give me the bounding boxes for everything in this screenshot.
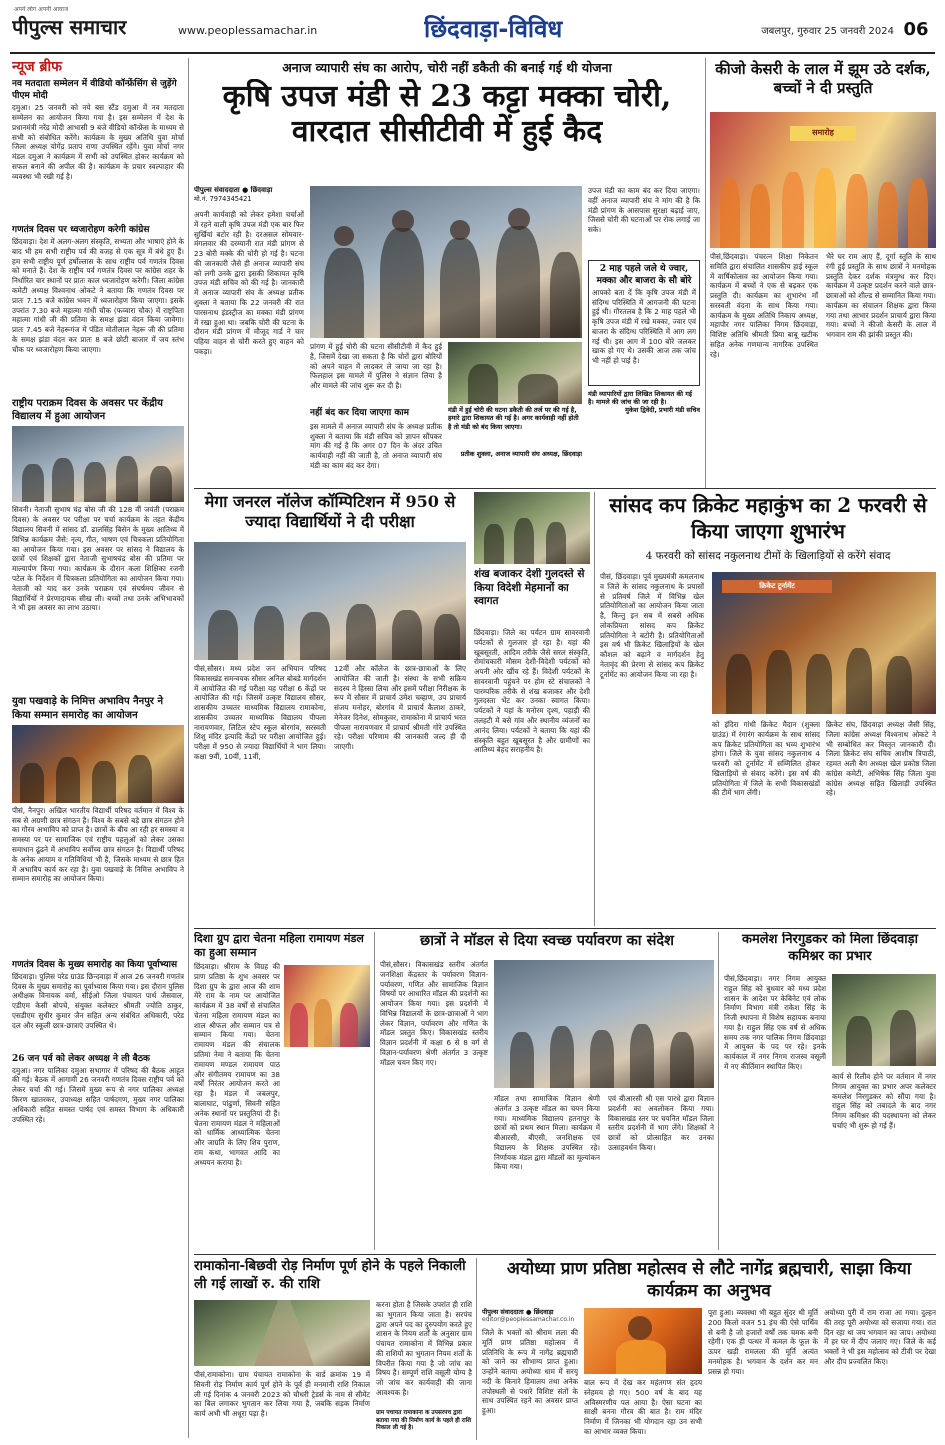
gk-body-col2: 12वीं और कॉलेज के छात्र-छात्राओं के लिए आयोजित की जाती है। संस्था के सभी सक्रिय सदस्य ने हिस्सा लिया और इसमें परीक्षा निरीक्षक के रूप में सौसर में प्राचार्य उमेश चव्हाण, उप प्राचार्य संजय मनोहर, बोरगांव में प्राचार्य कैलाश ठाकरे, मेनेजर दिनेश, सोमकुवर, रामाकोना में प्राचार्य भरत पीपला नारायणवार में प्राचार्य श्रीमती गोरे उपस्थित रहे। परीक्षा परिणाम की जानकारी जल्द ही दी जाएगी। xyxy=(334,664,466,752)
road-headline[interactable]: रामाकोना-बिछवी रोड़ निर्माण पूर्ण होने के पहले निकाली ली गई लाखों रु. की राशि xyxy=(194,1258,466,1292)
commissioner-headline[interactable]: कमलेश निरगुडकर को मिला छिंदवाड़ा कमिश्नर का प्रभार xyxy=(742,932,918,964)
paper-logo[interactable] xyxy=(12,14,172,42)
cricket-body-col1: पीसं, छिंदवाड़ा। पूर्व मुख्यमंत्री कमलनाथ व जिले के सांसद नकुलनाथ के प्रयासों से प्रतिवर्ष जिले में विभिन्न खेल प्रतियोगिताओं का आयोजन किया जाता है, किन्तु इन सब में सबसे अधिक लोकप्रियता सांसद कप क्रिकेट प्रतियोगिता ने बटोरी है। प्रतियोगिताओं इस वर्ष भी क्रिकेट खिलाड़ियों के खेल कौशल को बढ़ाने व मार्गदर्शन हेतु नेतावृंद की प्रेरणा से सांसद कप क्रिकेट टूर्नामेंट का आयोजन किया जा रहा है। xyxy=(600,572,704,679)
mandi-memorandum-photo xyxy=(310,186,582,338)
column-divider xyxy=(188,58,189,1438)
page-number: 06 xyxy=(903,19,929,40)
lead-byline: पीपुल्स संवाददाता ● छिंदवाड़ा xyxy=(194,186,273,194)
brief-item xyxy=(12,79,184,221)
photo-caption: मंडी में हुई चोरी की घटना डकैती की तर्ज पर की गई है, हमारे द्वारा शिकायत की गई है। अगर कार्यवाही नहीं होती है तो मंडी को बंद किया जाएगा। xyxy=(448,406,579,431)
gk-story xyxy=(194,492,466,926)
brief-headline[interactable]: 26 जन पर्व को लेकर अध्यक्ष ने ली बैठक xyxy=(12,1053,150,1064)
paper-tagline: अपने लोग अपनी आवाज xyxy=(14,6,69,13)
lead-mobile: मो.नं. 7974345421 xyxy=(194,195,252,204)
gk-body-col1: पीसं,सौसर। मध्य प्रदेश जन अभियान परिषद विकासखंड समन्वयक सौसर अनिल बोबडे मार्गदर्शन में आयोजित की गई परीक्षा यह परीक्षा 6 केंद्रों पर आयोजित की गई। जिसमें उत्कृष्ट विद्यालय सौसर, शासकीय उच्चतर माध्यमिक विद्यालय रामाकोना, शासकीय उच्चतर माध्यमिक विद्यालय पीपला नारायणवार, लिटिल स्टेप स्कूल बोरगांव, सरस्वती शिशु मंदिर इत्यादि केंद्रों पर परीक्षा आयोजित हुई। परीक्षा में 950 से ज्यादा विद्यार्थियों ने भाग लिया। कक्षा 9वीं, 10वीं, 11वीं, xyxy=(194,664,326,762)
tourists-welcome-photo xyxy=(474,492,590,564)
ayodhya-byline: पीपुल्स संवाददाता ● छिंदवाड़ा xyxy=(482,1308,554,1316)
column-divider xyxy=(705,58,706,488)
model-exhibition-photo xyxy=(494,960,714,1088)
commissioner-body-col2: कार्य से रिलीव होने पर वर्तमान में नगर निगम आयुक्त का प्रभार अपर कलेक्टर कमलेश निरगुडकर को सौंपा गया है। राहुल सिंह को तबादले के बाद नगर निगम कमिश्नर की पदस्थापना को लेकर चर्चाएं भी शुरू हो गई हैं। xyxy=(832,1072,936,1130)
news-brief-label: न्यूज ब्रीफ xyxy=(12,59,62,75)
press-conference-photo xyxy=(712,572,936,714)
environment-body-col2: मॉडल तथा सामाजिक विज्ञान श्रेणी अंतर्गत 3 उत्कृष्ट मॉडल का चयन किया गया। माध्यमिक विद्यालय हतनापुर के छात्रों को प्रथम स्थान मिला। कार्यक्रम में बीआरसी, बीएसी, जनशिक्षक एवं विद्यालय के शिक्षक उपस्थित रहे। निर्णायक मंडल द्वारा मॉडलों का मूल्यांकन किया गया। xyxy=(494,1094,600,1172)
brief-body: पीसं, नैनपुर। अखिल भारतीय विद्यार्थी परिषद वर्तमान में विश्व के सब से अग्रणी छात्र संगठन है। विश्व के सबसे बड़े छात्र संगठन होने का गौरव अभाविप को प्राप्त है। छात्रों के बीच आ रही हर समस्या व समस्या पर पर सामाजिक एवं राष्ट्रीय पहलुओं को लेकर उसका समाधान ढूंढने में अभाविप सर्वोच्च छात्र संगठन है। विद्यार्थी परिषद के अनेक आयाम व गतिविधियां भी है, जिसके माध्यम से छात्र हित में अभाविप कार्य कर रहा है। युवा पखवाड़े के निमित्त अभाविप ने सम्मान समारोह का आयोजन किया। xyxy=(12,805,184,884)
lead-subhead: नहीं बंद कर दिया जाएगा काम xyxy=(310,408,409,418)
ayodhya-body-col2: बाल रूप में देख कर महंतगण संत हृदय स्नेहमय हो गए। 500 वर्ष के बाद यह अविस्मरणीय पल आया है। ऐसा घटना का साक्षी बनना गौरव की बात है। राम मंदिर निर्माण में जिनका भी योगदान रहा उन सभी का आभार व्यक्त किया। xyxy=(584,1378,702,1436)
cricket-body-col2: को इंदिरा गांधी क्रिकेट मैदान (शुक्ला ग्राउंड) में रंगारंग कार्यक्रम के साथ सांसद कप क्रिकेट प्रतियोगिता का भव्य शुभारंभ होगा। जिले के युवा सांसद नकुलनाथ 4 फरवरी को टूर्नामेंट में सम्मिलित होकर खिलाड़ियों से संवाद करेंगे। इस वर्ष की प्रतियोगिता में जिले के सभी विकासखंडों की टीमें भाग लेंगी। xyxy=(712,720,820,798)
office-photo xyxy=(832,974,936,1066)
quote-attribution: प्रतीक शुक्ला, अनाज व्यापारी संघ अध्यक्ष, छिंदवाड़ा xyxy=(460,450,582,458)
lead-body-col2: प्रांगण में हुई चोरी की घटना सीसीटीवी में कैद हुई है, जिसमें देखा जा सकता है कि चोरों द्वारा बोरियों को अपने वाहन में लादकर ले जाया जा रहा है। फिलहाल इस मामले में पुलिस ने संज्ञान लिया है और मामले की जांच शुरू कर दी है। xyxy=(310,342,442,391)
shankh-story xyxy=(474,492,590,926)
commissioner-body-col1: पीसं,छिंदवाड़ा। नगर निगम आयुक्त राहुल सिंह को बुधवार को मध्य प्रदेश शासन के आदेश पर केबिनेट एवं लोक निर्माण विभाग मंत्री राकेश सिंह के निजी स्थापना में विशेष सहायक बनाया गया है। राहुल सिंह एक वर्ष से अधिक समय तक नगर पालिक निगम छिंदवाड़ा में आयुक्त के पद पर रहे। इनके कार्यकाल में नगर निगम राजस्व वसूली में नए कीर्तिमान स्थापित किए। xyxy=(724,974,826,1072)
environment-story xyxy=(380,932,714,1250)
lead-kicker: अनाज व्यापारी संघ का आरोप, चोरी नहीं डकैती की बनाई गई थी योजना xyxy=(282,60,612,75)
mandi-cctv-photo xyxy=(448,342,582,404)
section-divider xyxy=(194,1254,936,1255)
ramayan-story xyxy=(194,932,370,1250)
lead-headline[interactable]: कृषि उपज मंडी से 23 कट्टा मक्का चोरी, वारदात सीसीटीवी में हुई कैद xyxy=(222,78,672,149)
ayodhya-body-col4: अयोध्या पुरी में राम राजा आ गया। दुल्हन की तरह पूरी अयोध्या को सजाया गया। रात दिन रहा था जय भगवान का जाप। अयोध्या में हर घर में दीप जलाए गए। जिले के कई भक्तों ने भी इस महोत्सव को टीवी पर देखा और दीप प्रज्वलित किए। xyxy=(824,1308,936,1366)
school-event-photo xyxy=(12,426,184,502)
lead-story xyxy=(194,60,700,480)
brief-headline[interactable]: नव मतदाता सम्मेलन में वीडियो कॉन्फ्रेंसिंग से जुड़ेंगे पीएम मोदी xyxy=(12,79,177,102)
column-divider xyxy=(476,1258,477,1440)
environment-headline[interactable]: छात्रों ने मॉडल से दिया स्वच्छ पर्यावरण का संदेश xyxy=(420,932,674,949)
environment-body-col3: एवं बीआरसी श्री एस पारधे द्वारा विज्ञान प्रदर्शनी का अवलोकन किया गया। विकासखंड स्तर पर चयनित मॉडल जिला स्तरीय प्रदर्शनी में भाग लेंगे। शिक्षकों ने छात्रों को प्रोत्साहित कर उनका उत्साहवर्धन किया। xyxy=(608,1094,714,1152)
brief-headline[interactable]: गणतंत्र दिवस के मुख्य समारोह का किया पूर्वाभ्यास xyxy=(12,959,178,970)
event-body-col2: भैरे घर राम आए हैं, दूर्गा स्तुति के साथ रंगी हुई प्रस्तुति के साथ छात्रों ने मनमोहक प्रस्तुति देकर दर्शक मंत्रमुग्ध कर दिए। कार्यक्रम में उत्कृष्ट प्रदर्शन करने वाले छात्र-छात्राओं को शील्ड से सम्मानित किया गया। कार्यक्रम का संचालन शिक्षक द्वारा किया गया तथा आभार प्रदर्शन प्राचार्य द्वारा किया गया। बच्चों ने कीजो केसरी के लाल में भगवान राम की झांकी प्रस्तुत की। xyxy=(826,252,936,340)
brief-item xyxy=(12,397,184,691)
brief-item xyxy=(12,1054,184,1136)
masthead xyxy=(0,0,945,56)
cricket-story xyxy=(600,492,936,926)
nagendra-brahmachari-photo xyxy=(584,1308,702,1374)
brief-item xyxy=(12,960,184,1050)
fact-box-headline: 2 माह पहले जले थे ज्वार, मक्का और बाजरा के सौ बोरे xyxy=(596,264,692,286)
environment-body-col1: पीसं,सौसर। विकासखंड स्तरीय अंतर्गत जनशिक्षा केंद्रस्तर के पर्यावरण विज्ञान-पर्यावरण, गणित और सामाजिक विज्ञान विषयों पर आधारित मॉडल की प्रदर्शनी का आयोजन किया गया। इस प्रदर्शनी में विभिन्न विद्यालयों के छात्र-छात्राओं ने भाग लेकर विज्ञान, पर्यावरण और गणित के मॉडल प्रस्तुत किए। विकासखंड स्तरीय विज्ञान प्रदर्शनी में कक्षा 6 से 8 वर्ग से विज्ञान-पर्यावरण श्रेणी अंतर्गत 3 उत्कृष्ट मॉडल चयन किए गए। xyxy=(380,960,488,1067)
ayodhya-story xyxy=(482,1258,936,1440)
news-brief-column xyxy=(12,58,184,1438)
lead-body-col1: अपनी कार्यवाही को लेकर हमेशा चर्चाओं में रहने वाली कृषि उपज मंडी एक बार फिर सुर्खियां बटोर रही है। दरअसल सोमवार-मंगलवार की दरम्यानी रात मंडी प्रांगण से 23 बोरी मक्के की चोरी हो गई है। घटना की जानकारी जैसे ही अनाज व्यापारी संघ को लगी उनके द्वारा इसकी शिकायत कृषि उपज मंडी सचिव को की गई है। जानकारी में अनाज व्यापारी संघ के अध्यक्ष प्रतीक शुक्ला ने बताया कि 22 जनवरी की रात पारसनाथ इंडस्ट्रीज का मक्का मंडी प्रांगण में रखा हुआ था। जबकि चोरी की घटना के दौरान मंडी प्रांगण में मौजूद गार्ड ने चार पहिया वाहन से चोरी करते हुए वाहन को पकड़ा। xyxy=(194,209,304,356)
fact-box xyxy=(588,260,700,386)
road-site-photo xyxy=(194,1300,370,1366)
lead-body-col2b: इस मामले में अनाज व्यापारी संघ के अध्यक्ष प्रतीक शुक्ला ने बताया कि मंडी सचिव को ज्ञापन सौंपकर मांग की गई है कि अगर 07 दिन के अंदर उचित कार्यवाही नहीं की जाती है, तो अनाज व्यापारी संघ मंडी का काम बंद कर देगा। xyxy=(310,421,442,470)
cricket-headline[interactable]: सांसद कप क्रिकेट महाकुंभ का 2 फरवरी से किया जाएगा शुभारंभ xyxy=(609,493,927,543)
website-link[interactable]: www.peoplessamachar.in xyxy=(178,24,318,37)
stage-banner: समारोह xyxy=(790,126,856,141)
ayodhya-body-col3: पूरा हुआ। व्यवस्था भी बहुत सुंदर थी मूर्ति 200 किलो वजन 51 इंच की ऐसे पार्थिव से बनी है जो हजारों वर्षों तक चमक बनी रहेगी। एक ही पत्थर में कमल के फूल के ऊपर खड़ी रामलला की मूर्ति अत्यंत मनमोहक है। भगवान के दर्शन कर मन प्रसन्न हो गया। xyxy=(708,1308,818,1376)
brief-item xyxy=(12,695,184,955)
event-story xyxy=(710,60,936,490)
ayodhya-headline[interactable]: अयोध्या प्राण प्रतिष्ठा महोत्सव से लौटे नागेंद्र ब्रह्मचारी, साझा किया कार्यक्रम का अनुभव xyxy=(506,1259,912,1302)
section-divider xyxy=(194,488,936,489)
exam-hall-photo xyxy=(194,542,466,660)
ramayan-body: छिंदवाड़ा। श्रीराम के विग्रह की प्राण प्रतिष्ठा के शुभ अवसर पर दिशा ग्रुप के द्वारा आज की शाम मेरे राम के नाम पर आयोजित कार्यक्रम में 38 वर्षों से संचालित चेतना महिला रामायण मंडल का शाल श्रीफल और सम्मान पत्र से सम्मान किया गया। चेतना रामायण मंडल की संचालक प्रतिमा नेमा ने बताया कि चेतना रामायण मण्डल रामायण पाठ और संगीतमय रामायण का 38 वर्षों निरंतर आयोजन करते आ रहा है। मंडल में जबलपुर, बालाघाट, पांढुर्णा, सिवनी सहित अनेक स्थानों पर प्रस्तुतियां दी हैं। चेतना रामायण मंडल ने महिलाओं को धार्मिक आध्यात्मिक चेतना और जाग्रति के लिए शिव पुराण, राम कथा, भागवत आदि का अध्ययन कराया है। xyxy=(194,962,280,1167)
masthead-divider xyxy=(10,52,935,54)
shankh-body: छिंदवाड़ा। जिले का पर्यटन ग्राम सावरवानी पर्यटकों से गुलजार हो रहा है। यहां की खूबसूरती, आदिम तरीके जैसे सरल संस्कृति, रोमांचकारी मौसम देशी-विदेशी पर्यटकों को अपनी ओर खींच रहे हैं। विदेशी पर्यटकों के सावरवानी पहुंचने पर होम स्टे संचालकों ने पारम्परिक तरीके से शंख बजाकर और देशी गुलदस्ता भेंट कर उनका स्वागत किया। पर्यटकों ने यहां के मनोरम दृश्य, पहाड़ी की तलहटी में बसे गांव और स्थानीय व्यंजनों का आनंद लिया। पर्यटकों ने बताया कि यहां की संस्कृति बहुत खूबसूरत है और ग्रामीणों का आतिथ्य बेहद सराहनीय है। xyxy=(474,628,590,755)
section-divider xyxy=(194,928,936,929)
box-quote: मंडी व्यापारियों द्वारा लिखित शिकायत की गई है। मामले की जांच की जा रही है। xyxy=(588,389,693,407)
road-body-col1: पीसं,रामाकोना। ग्राम पंचायत रामाकोना के वार्ड क्रमांक 19 में सिवनी रोड़ निर्माण कार्य पूर्ण होने के पूर्व ही मनमानी राशि निकाल ली गई दिनांक 4 जनवरी 2023 को चौधरी ट्रेडर्स के नाम से सीमेंट का बिल लगाकर भुगतान कर लिया गया है, जबकि सड़क निर्माण कार्य अभी भी अधूरा पड़ा है। xyxy=(194,1370,370,1419)
cricket-body-col3: क्रिकेट संघ, छिंदवाड़ा अध्यक्ष जैसी सिंह, जिला कांग्रेस अध्यक्ष विश्वनाथ ओकटे ने भी सम्बोधित कर विस्तृत जानकारी दी। जिला क्रिकेट संघ सचिव आशीष त्रिपाठी, रहमत अली बैग अध्यक्ष खेल प्रकोष्ठ जिला कांग्रेस कमेटी, अभिषेक सिंह जिला युवा कांग्रेस अध्यक्ष सहित खिलाड़ी उपस्थित रहे। xyxy=(826,720,936,798)
column-divider xyxy=(718,932,719,1250)
brief-headline[interactable]: युवा पखवाड़े के निमित्त अभाविप नैनपुर ने किया सम्मान समारोह का आयोजन xyxy=(12,696,164,721)
commissioner-story xyxy=(724,932,936,1250)
fact-box-body: आपको बता दें कि कृषि उपज मंडी में संदिग्ध परिस्थिति में आगजनी की घटना हुई थी। गौरतलब है कि 2 माह पहले भी कृषि उपज मंडी में रखे मक्का, ज्वार एवं बाजरा के संदिग्ध परिस्थिति में आग लग गई थी। इस आग में 100 बोरे जलकर खाक हो गए थे। उसकी आज तक जांच भी नहीं हो पाई है। xyxy=(592,287,696,366)
gk-headline[interactable]: मेगा जनरल नॉलेज कॉम्पिटिशन में 950 से ज्यादा विद्यार्थियों ने दी परीक्षा xyxy=(204,492,456,531)
paper-name: पीपुल्स समाचार xyxy=(12,15,127,39)
brief-body: छिंदवाड़ा। पुलिस परेड ग्राउंड छिन्दवाड़ा में आज 26 जनवरी गणतंत्र दिवस के मुख्य समारोह का पूर्वाभ्यास किया गया। इस दौरान पुलिस अधीक्षक विनायक वर्मा, सीईओ जिला पंचायत पार्थ जैसवाल, एडीएम केसी बोपचे, संयुक्त कलेक्टर श्रीमती ज्योति ठाकुर, एसडीएम सुधीर कुमार जैन सहित अन्य संबंधित अधिकारी, परेड दल और स्कूली छात्र-छात्राएं उपस्थित थे। xyxy=(12,971,184,1030)
brief-body: सिवनी। नेताजी सुभाष चंद्र बोस जी की 128 वीं जयंती (पराक्रम दिवस) के अवसर पर परीक्षा पर चर्चा कार्यक्रम के तहत केंद्रीय विद्यालय सिवनी में सांसद डॉ. ढालसिंह बिसेन के मुख्य आतिथ्य में विभिन्न कार्यक्रम जैसे: नृत्य, गीत, भाषण एवं चित्रकला प्रतियोगिता का आयोजन किया गया। इस अवसर पर सांसद ने विद्यालय के छात्रों एवं शिक्षकों द्वारा नेताजी सुभाषचंद्र बोस की प्रतिमा पर माल्यार्पण किया गया। कार्यक्रम के दौरान कला शिक्षिका रजनी पटेल के निर्देशन में चित्रकला प्रतियोगिता का आयोजन किया गया। नेताजी को याद कर उनके पराक्रम एवं संघर्षमय जीवन से विद्यार्थियों ने प्रेरणादायक सीख ली। बच्चों तथा उनके अभिभावकों ने भी इस अवसर का लाभ उठाया। xyxy=(12,505,184,613)
abvp-ceremony-photo xyxy=(12,725,184,803)
brief-body: दमुआ। 25 जनवरी को नये बस स्टैंड दमुआ में नव मतदाता सम्मेलन का आयोजन किया गया है। इस सम्मेलन में देश के प्रधानमंत्री नरेंद्र मोदी आभासी 9 बजे वीडियो कॉन्फ्रेंस के माध्यम से सभी को संबोधित करेंगे। कार्यक्रम के मुख्य अतिथि युवा मोर्चा जिला अध्यक्ष योगेंद्र प्रताप राणा उपस्थित रहेंगे। युवा मोर्चा नगर मंडल दमुआ ने कार्यक्रम में सभी को उपस्थित होकर कार्यक्रम को सफल बनाने की अपील की है। कार्यक्रम के प्रचार स्वल्पाहार की व्यवस्था भी रखी गई है। xyxy=(12,103,184,181)
road-photo-caption: ग्राम पंचायत रामाकोना के उपसरपंच द्वारा बताया गया की निर्माण कार्य के पहले ही राशि निकाल ली गई है। xyxy=(376,1410,472,1432)
section-title: छिंदवाड़ा-विविध xyxy=(424,15,563,43)
road-story xyxy=(194,1258,472,1440)
brief-body: छिंदवाड़ा। देश में अलग-अलग संस्कृति, सभ्यता और भाषाएं होने के बाद भी हम सभी राष्ट्रीय पर्व की वजह से एक सूत्र में बंधे हुए हैं। हम सभी राष्ट्रीय पूर्ण हर्षोल्लास के साथ राष्ट्रीय पर्व गणतंत्र दिवस को मनाते हैं। देश के राष्ट्रीय पर्व गणतंत्र दिवस पर कांग्रेस शहर के निर्धारित चार स्थानों पर प्रातः काल ध्वजारोहण करेगी। जिला कांग्रेस कमेटी अध्यक्ष विश्वनाथ ओकटे ने बताया कि गणतंत्र दिवस पर प्रातः 7.15 बजे कांग्रेस भवन में ध्वजारोहण किया जाएगा। इसके उपरांत 7.30 बजे महात्मा गांधी चौक (फव्वारा चौक) में राष्ट्रपिता महात्मा गांधी जी की प्रतिमा के समक्ष झंडा वंदन किया जावेगा। प्रातः 7.45 बजे नेहरूगंज में पंडित मोतीलाल नेहरू जी की प्रतिमा के समक्ष झंडा वंदन कर प्रातः 8 बजे छोटी बाजार में जय स्तंभ चौक पर ध्वजारोहण किया जाएगा। xyxy=(12,237,184,354)
ramayan-mandal-photo xyxy=(284,965,370,1047)
ramayan-headline[interactable]: दिशा ग्रुप द्वारा चेतना महिला रामायण मंडल का हुआ सम्मान xyxy=(194,932,364,960)
annual-function-photo xyxy=(710,112,936,248)
shankh-headline[interactable]: शंख बजाकर देशी गुलदस्ते से किया विदेशी मेहमानों का स्वागत xyxy=(474,568,585,608)
dateline: जबलपुर, गुरुवार 25 जनवरी 2024 xyxy=(761,26,894,37)
road-body-col2: करना होता है जिसके उपरांत ही राशि का भुगतान किया जाता है। सरपंच द्वारा अपने पद का दुरुपयोग करते हुए शासन के नियम शर्तों के अनुसार ग्राम पंचायत रामाकोना में विभिन्न प्रकार की राशियों का भुगतान नियम शर्तों के विपरीत किया गया है जो जांच का विषय है। सम्पूर्ण राशि वसूली योग्य है जो जांच कर कार्यवाही की जाना आवश्यक है। xyxy=(376,1300,472,1398)
event-headline[interactable]: कीजो केसरी के लाल में झूम उठे दर्शक, बच्चों ने दी प्रस्तुति xyxy=(715,60,931,97)
box-quote-attribution: मुकेश द्विवेदी, प्रभारी मंडी सचिव xyxy=(625,406,700,415)
brief-item xyxy=(12,225,184,393)
editor-email[interactable]: editor@peoplessamachar.co.in xyxy=(482,1316,575,1324)
event-body-col1: पीसं,छिंदवाड़ा। पंचरत्न शिक्षा निकेतन समिति द्वारा संचालित शासकीय हाई स्कूल में वार्षिकोत्सव का आयोजन किया गया। कार्यक्रम में बच्चों ने एक से बढ़कर एक प्रस्तुति दी। कार्यक्रम का शुभारंभ माँ सरस्वती वंदना के साथ किया गया। कार्यक्रम के मुख्य अतिथि निकाय अध्यक्ष, महापौर नगर पालिका निगम छिंदवाड़ा, विशिष्ट अतिथि श्रीमती प्रिया बाबू खटीक सहित अनेक गणमान्य नागरिक उपस्थित रहे। xyxy=(710,252,818,359)
brief-headline[interactable]: राष्ट्रीय पराक्रम दिवस के अवसर पर केंद्रीय विद्यालय में हुआ आयोजन xyxy=(12,398,163,423)
tournament-banner: क्रिकेट टूर्नामेंट xyxy=(722,580,832,593)
column-divider xyxy=(374,932,375,1250)
brief-body: दमुआ। नगर पालिका दमुआ सभागार में परिषद की बैठक आहूत की गई। बैठक में आगामी 26 जनवरी गणतंत्र दिवस राष्ट्रीय पर्व को लेकर चर्चा की गई। जिसमें मुख्य रूप से नगर पालिका अध्यक्ष किरण खातरकर, उपाध्यक्ष सहित पार्षदगण, मुख्य नगर पालिका अधिकारी सहित समस्त पार्षद एवं समस्त विभाग के अधिकारी उपस्थित रहे। xyxy=(12,1065,184,1124)
brief-headline[interactable]: गणतंत्र दिवस पर ध्वजारोहण करेगी कांग्रेस xyxy=(12,225,150,236)
ayodhya-body-col1: जिले के भक्तों को श्रीराम लला की मूर्ति प्राण प्रतिष्ठा महोत्सव में प्रतिनिधि के रूप में नागेंद्र ब्रह्मचारी को जाने का सौभाग्य प्राप्त हुआ। उन्होंने बताया अयोध्या धाम में सरयू नदी के किनारे हिमालय तथा अनेक तपोस्थली से पधारे विशिष्ट संतों के साथ उपस्थित रहने का अवसर प्राप्त हुआ। xyxy=(482,1328,578,1416)
cricket-subhead: 4 फरवरी को सांसद नकुलनाथ टीमों के खिलाड़ियों से करेंगे संवाद xyxy=(645,550,891,562)
column-divider xyxy=(594,492,595,926)
lead-body-col3: उपज मंडी का काम बंद कर दिया जाएगा। वहीं अनाज व्यापारी संघ ने मांग की है कि मंडी प्रांगण के आसपास सुरक्षा बढ़ाई जाए, जिससे चोरी की घटनाओं पर रोक लगाई जा सके। xyxy=(588,186,700,235)
